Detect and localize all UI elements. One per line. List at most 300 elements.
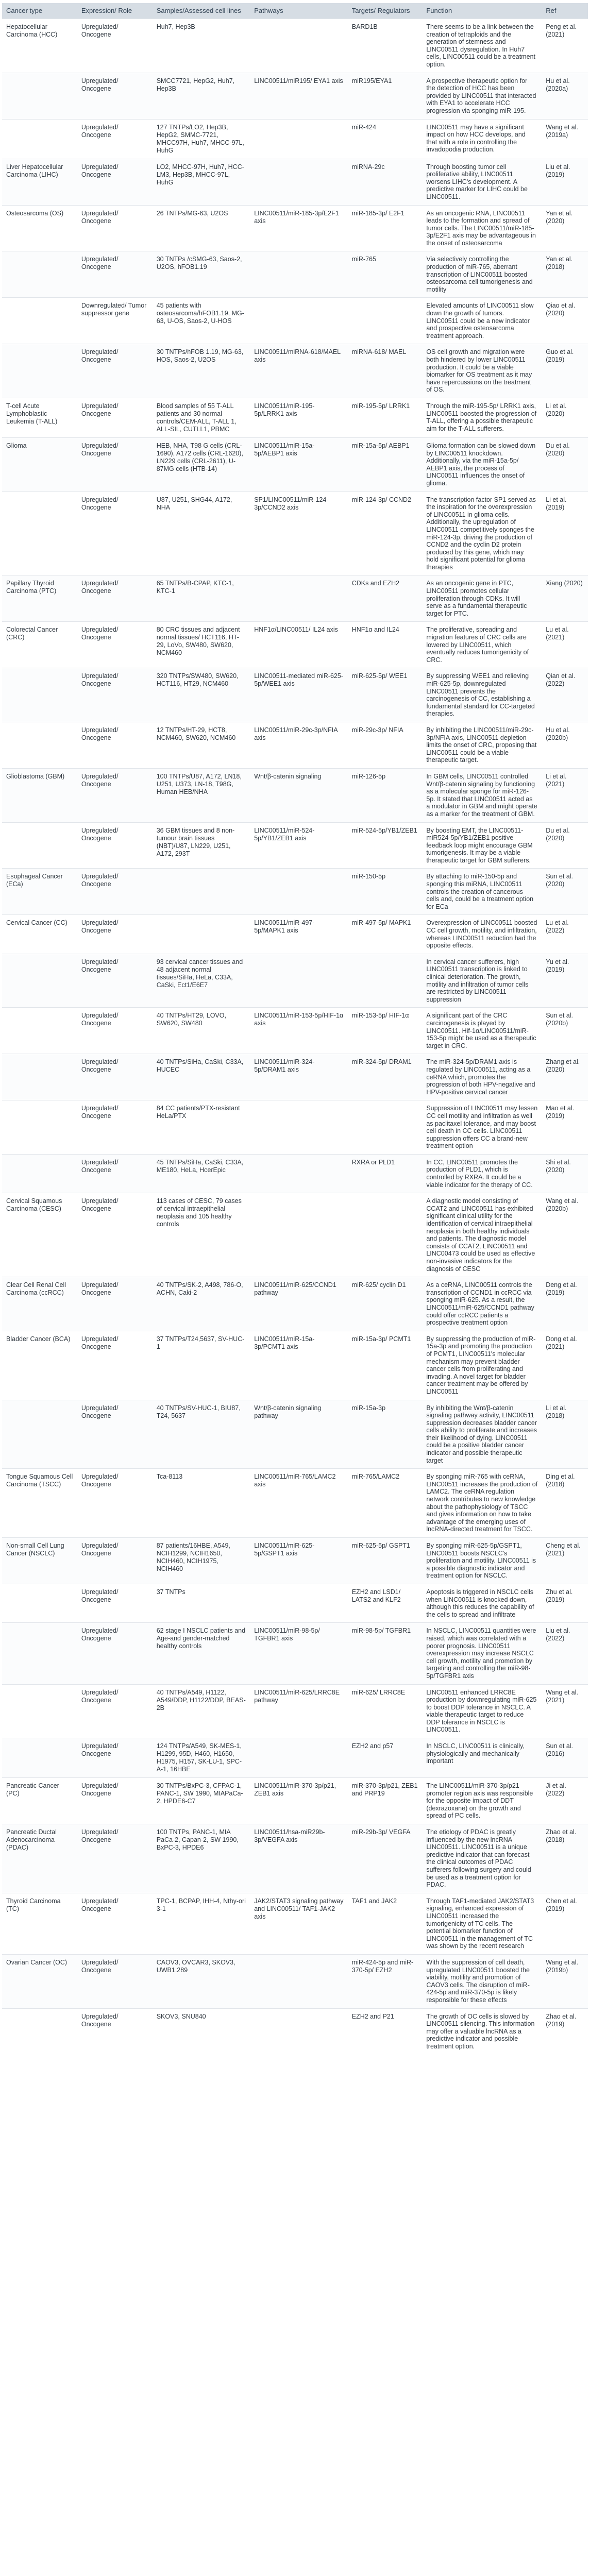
cell-targets: miR-370-3p/p21, ZEB1 and PRP19 <box>348 1778 423 1824</box>
cell-targets: miR-765 <box>348 251 423 298</box>
cell-samples: CAOV3, OVCAR3, SKOV3, UWB1.289 <box>153 1954 250 2008</box>
cell-expression-role: Upregulated/ Oncogene <box>77 1738 153 1778</box>
cell-targets: miR-15a-3p/ PCMT1 <box>348 1331 423 1400</box>
cell-pathways: LINC00511/miR-625/LRRC8E pathway <box>250 1684 348 1738</box>
cell-function: By attaching to miR-150-5p and sponging this miRNA, LINC00511 controls the creation of cancerous cells and, could be a treatment option for ECa <box>422 869 542 915</box>
cell-cancer-type: Hepatocellular Carcinoma (HCC) <box>2 19 77 73</box>
cell-cancer-type: Bladder Cancer (BCA) <box>2 1331 77 1400</box>
cell-ref: Hu et al. (2020b) <box>542 722 588 768</box>
cell-targets: miR-524-5p/YB1/ZEB1 <box>348 822 423 869</box>
cell-samples: 40 TNTPs/SK-2, A498, 786-O, ACHN, Caki-2 <box>153 1277 250 1331</box>
cell-expression-role: Upregulated/ Oncogene <box>77 1623 153 1684</box>
cell-ref: Sun et al. (2020) <box>542 869 588 915</box>
cell-pathways <box>250 251 348 298</box>
cell-pathways: LINC00511/miR-765/LAMC2 axis <box>250 1469 348 1538</box>
cell-expression-role: Upregulated/ Oncogene <box>77 1538 153 1584</box>
header-ref: Ref <box>542 3 588 19</box>
cell-expression-role: Upregulated/ Oncogene <box>77 1277 153 1331</box>
cell-samples: 45 TNTPs/SiHa, CaSki, C33A, ME180, HeLa, HcerEpic <box>153 1154 250 1193</box>
table-row <box>2 2008 588 2054</box>
cell-samples: 37 TNTPs <box>153 1584 250 1622</box>
cell-function: A significant part of the CRC carcinogenesis is played by LINC00511. Hif-1α/LINC00511/miR-153-5p might be used as a therapeutic target in CRC. <box>422 1008 542 1054</box>
cell-ref: Ding et al. (2018) <box>542 1469 588 1538</box>
cell-pathways <box>250 2008 348 2054</box>
table-row <box>2 19 588 73</box>
cell-expression-role: Upregulated/ Oncogene <box>77 1778 153 1824</box>
cell-cancer-type <box>2 1054 77 1100</box>
cell-samples <box>153 869 250 915</box>
cell-expression-role: Upregulated/ Oncogene <box>77 1331 153 1400</box>
cell-samples: HEB, NHA, T98 G cells (CRL-1690), A172 cells (CRL-1620), LN229 cells (CRL-2611), U-87MG cells (HTB-14) <box>153 437 250 492</box>
cell-function: By suppressing the production of miR-15a-3p and promoting the production of PCMT1, LINC00511's molecular mechanism may prevent bladder cancer cells from proliferating and invading. A novel target for bladder cancer treatment may be offered by LINC00511 <box>422 1331 542 1400</box>
cell-ref: Zhang et al. (2020) <box>542 1054 588 1100</box>
cell-samples: 62 stage I NSCLC patients and Age-and gender-matched healthy controls <box>153 1623 250 1684</box>
cell-expression-role: Upregulated/ Oncogene <box>77 575 153 622</box>
header-cancer-type: Cancer type <box>2 3 77 19</box>
cell-pathways: LINC00511/miR-98-5p/ TGFBR1 axis <box>250 1623 348 1684</box>
cell-samples: 40 TNTPs/A549, H1122, A549/DDP, H1122/DDP, BEAS-2B <box>153 1684 250 1738</box>
table-row <box>2 344 588 398</box>
cell-ref: Sun et al. (2016) <box>542 1738 588 1778</box>
cell-pathways <box>250 1584 348 1622</box>
cell-ref: Guo et al. (2019) <box>542 344 588 398</box>
cell-ref: Yu et al. (2019) <box>542 954 588 1008</box>
cell-ref: Xiang (2020) <box>542 575 588 622</box>
cell-function: Elevated amounts of LINC00511 slow down the growth of tumors. LINC00511 could be a new indicator and prospective osteosarcoma treatment approach. <box>422 298 542 344</box>
cell-targets: CDKs and EZH2 <box>348 575 423 622</box>
cell-function: Through boosting tumor cell proliferative ability, LINC00511 worsens LIHC's development. A predictive marker for LIHC could be LINC00511. <box>422 159 542 205</box>
cell-ref: Cheng et al. (2021) <box>542 1538 588 1584</box>
cell-cancer-type: Liver Hepatocellular Carcinoma (LIHC) <box>2 159 77 205</box>
cell-expression-role: Upregulated/ Oncogene <box>77 1584 153 1622</box>
cell-targets: miR-497-5p/ MAPK1 <box>348 915 423 954</box>
table-row <box>2 1893 588 1954</box>
cell-pathways: LINC00511/miR-625/CCND1 pathway <box>250 1277 348 1331</box>
table-row <box>2 1400 588 1469</box>
cell-samples: 87 patients/16HBE, A549, NCIH1299, NCIH1650, NCIH460, NCIH1975, NCIH460 <box>153 1538 250 1584</box>
cell-cancer-type <box>2 668 77 722</box>
cell-function: As a ceRNA, LINC00511 controls the transcription of CCND1 in ccRCC via sponging miR-625. As a result, the LINC00511/miR-625/CCND1 pathway could offer ccRCC patients a prospective treatment option <box>422 1277 542 1331</box>
cell-expression-role: Upregulated/ Oncogene <box>77 1469 153 1538</box>
cell-ref: Liu et al. (2019) <box>542 159 588 205</box>
cell-function: OS cell growth and migration were both hindered by lower LINC00511 production. It could be a viable biomarker for OS treatment as it may have repercussions on the treatment of OS. <box>422 344 542 398</box>
cell-expression-role: Downregulated/ Tumor suppressor gene <box>77 298 153 344</box>
cell-cancer-type: T-cell Acute Lymphoblastic Leukemia (T-ALL) <box>2 398 77 437</box>
cell-cancer-type: Tongue Squamous Cell Carcinoma (TSCC) <box>2 1469 77 1538</box>
cell-targets: EZH2 and LSD1/ LATS2 and KLF2 <box>348 1584 423 1622</box>
cell-pathways: LINC00511/miRNA-618/MAEL axis <box>250 344 348 398</box>
cell-samples: 124 TNTPs/A549, SK-MES-1, H1299, 95D, H460, H1650, H1975, H157, SK-LU-1, SPC-A-1, 16HBE <box>153 1738 250 1778</box>
cell-expression-role: Upregulated/ Oncogene <box>77 492 153 575</box>
cell-samples: 30 TNTPs /cSMG-63, Saos-2, U2OS, hFOB1.19 <box>153 251 250 298</box>
cell-samples: 84 CC patients/PTX-resistant HeLa/PTX <box>153 1100 250 1155</box>
cell-function: In NSCLC, LINC00511 is clinically, physiologically and mechanically important <box>422 1738 542 1778</box>
table-row <box>2 1469 588 1538</box>
table-row <box>2 1008 588 1054</box>
table-row <box>2 437 588 492</box>
table-row <box>2 1100 588 1155</box>
cell-ref: Dong et al. (2021) <box>542 1331 588 1400</box>
header-row <box>2 3 588 19</box>
cell-function: Suppression of LINC00511 may lessen CC cell motility and infiltration as well as paclitaxel tolerance, and may boost cell death in CC cells. LINC00511 suppression offers CC a brand-new treatment option <box>422 1100 542 1155</box>
cell-cancer-type: Papillary Thyroid Carcinoma (PTC) <box>2 575 77 622</box>
cell-function: As an oncogenic gene in PTC, LINC00511 promotes cellular proliferation through CDKs. It will serve as a fundamental therapeutic target for PTC. <box>422 575 542 622</box>
cell-samples: 36 GBM tissues and 8 non-tumour brain tissues (NBT)/U87, LN229, U251, A172, 293T <box>153 822 250 869</box>
cell-function: Through the miR-195-5p/ LRRK1 axis, LINC00511 boosted the progression of T-ALL, offering a possible therapeutic aim for the T-ALL sufferers. <box>422 398 542 437</box>
cell-targets: miR-195-5p/ LRRK1 <box>348 398 423 437</box>
cell-pathways: Wnt/β-catenin signaling <box>250 768 348 822</box>
cell-cancer-type: Pancreatic Cancer (PC) <box>2 1778 77 1824</box>
cell-ref: Du et al. (2020) <box>542 437 588 492</box>
cell-expression-role: Upregulated/ Oncogene <box>77 1954 153 2008</box>
cell-pathways <box>250 159 348 205</box>
cell-ref: Zhu et al. (2019) <box>542 1584 588 1622</box>
cell-function: Through TAF1-mediated JAK2/STAT3 signaling, enhanced expression of LINC00511 increased the tumorigenicity of TC cells. The potential biomarker function of LINC00511 in the management of TC was shown by the recent research <box>422 1893 542 1954</box>
cell-samples: SKOV3, SNU840 <box>153 2008 250 2054</box>
cell-pathways <box>250 298 348 344</box>
table-row <box>2 251 588 298</box>
cell-expression-role: Upregulated/ Oncogene <box>77 1400 153 1469</box>
cell-samples: 30 TNTPs/hFOB 1.19, MG-63, HOS, Saos-2, U2OS <box>153 344 250 398</box>
cell-targets <box>348 1100 423 1155</box>
cell-cancer-type <box>2 1008 77 1054</box>
table-row <box>2 492 588 575</box>
cell-targets: RXRA or PLD1 <box>348 1154 423 1193</box>
cell-cancer-type <box>2 1623 77 1684</box>
table-row <box>2 1623 588 1684</box>
cell-pathways <box>250 19 348 73</box>
cell-cancer-type <box>2 251 77 298</box>
cell-function: In GBM cells, LINC00511 controlled Wnt/β-catenin signaling by functioning as a molecular sponge for miR-126-5p. It stated that LINC00511 acted as a modulator in GBM and might operate as a marker for the treatment of GBM. <box>422 768 542 822</box>
cell-pathways: LINC00511/miR-370-3p/p21, ZEB1 axis <box>250 1778 348 1824</box>
table-row <box>2 1778 588 1824</box>
cell-cancer-type: Glioma <box>2 437 77 492</box>
cell-function: The growth of OC cells is slowed by LINC00511 silencing. This information may offer a valuable lncRNA as a predictive indicator and possible treatment option. <box>422 2008 542 2054</box>
cell-cancer-type: Pancreatic Ductal Adenocarcinoma (PDAC) <box>2 1824 77 1893</box>
cell-ref: Shi et al. (2020) <box>542 1154 588 1193</box>
cell-expression-role: Upregulated/ Oncogene <box>77 1008 153 1054</box>
cell-samples: 40 TNTPs/SV-HUC-1, BIU87, T24, 5637 <box>153 1400 250 1469</box>
cell-expression-role: Upregulated/ Oncogene <box>77 1054 153 1100</box>
cell-ref: Yan et al. (2018) <box>542 251 588 298</box>
cell-targets: miR-153-5p/ HIF-1α <box>348 1008 423 1054</box>
table-row <box>2 1954 588 2008</box>
cell-ref: Peng et al. (2021) <box>542 19 588 73</box>
cell-ref: Zhao et al. (2019) <box>542 2008 588 2054</box>
cell-samples: 100 TNTPs/U87, A172, LN18, U251, U373, LN-18, T98G, Human HEB/NHA <box>153 768 250 822</box>
cell-expression-role: Upregulated/ Oncogene <box>77 1824 153 1893</box>
cell-expression-role: Upregulated/ Oncogene <box>77 19 153 73</box>
cell-targets: miR-185-3p/ E2F1 <box>348 205 423 251</box>
cell-targets: miR-124-3p/ CCND2 <box>348 492 423 575</box>
cell-ref: Wang et al. (2019a) <box>542 119 588 159</box>
cell-expression-role: Upregulated/ Oncogene <box>77 1100 153 1155</box>
cell-ref: Zhao et al. (2018) <box>542 1824 588 1893</box>
cell-pathways: LINC00511/miR-29c-3p/NFIA axis <box>250 722 348 768</box>
cell-cancer-type <box>2 954 77 1008</box>
cell-function: In cervical cancer sufferers, high LINC00511 transcription is linked to clinical deterioration. The growth, motility and infiltration of tumor cells are restricted by LINC00511 suppression <box>422 954 542 1008</box>
cell-function: Apoptosis is triggered in NSCLC cells when LINC00511 is knocked down, although this reduces the capability of the cells to spread and infiltrate <box>422 1584 542 1622</box>
table-row <box>2 915 588 954</box>
cell-samples: Huh7, Hep3B <box>153 19 250 73</box>
cell-expression-role: Upregulated/ Oncogene <box>77 1193 153 1277</box>
cell-function: LINC00511 enhanced LRRC8E production by downregulating miR-625 to boost DDP tolerance in NSCLC. A viable therapeutic target to reduce DDP tolerance in NSCLC is LINC00511. <box>422 1684 542 1738</box>
cell-samples: 40 TNTPs/HT29, LOVO, SW620, SW480 <box>153 1008 250 1054</box>
cell-pathways: LINC00511/hsa-miR29b-3p/VEGFA axis <box>250 1824 348 1893</box>
cell-expression-role: Upregulated/ Oncogene <box>77 437 153 492</box>
cell-function: The LINC00511/miR-370-3p/p21 promoter region axis was responsible for the opposite impact of DDT (dexrazoxane) on the growth and spread of PC cells. <box>422 1778 542 1824</box>
cell-function: By inhibiting the LINC00511/miR-29c-3p/NFIA axis, LINC00511 depletion limits the onset of CRC, proposing that LINC00511 could be a viable therapeutic target. <box>422 722 542 768</box>
lncrna-cancer-table <box>2 3 588 2054</box>
cell-targets <box>348 298 423 344</box>
cell-function: By boosting EMT, the LINC00511-miR524-5p/YB1/ZEB1 positive feedback loop might encourage GBM tumorigenesis. It may be a viable therapeutic target for GBM sufferers. <box>422 822 542 869</box>
cell-expression-role: Upregulated/ Oncogene <box>77 915 153 954</box>
cell-ref: Chen et al. (2019) <box>542 1893 588 1954</box>
cell-targets: miR-29c-3p/ NFIA <box>348 722 423 768</box>
cell-function: A diagnostic model consisting of CCAT2 and LINC00511 has exhibited significant clinical utility for the identification of cervical intraepithelial neoplasia in both healthy individuals and patients. The diagnostic model consists of CCAT2, LINC00511 and LINC00473 could be used as effective non-invasive indicators for the diagnosis of CESC <box>422 1193 542 1277</box>
cell-expression-role: Upregulated/ Oncogene <box>77 251 153 298</box>
cell-samples: 37 TNTPs/T24,5637, SV-HUC-1 <box>153 1331 250 1400</box>
cell-samples: LO2, MHCC-97H, Huh7, HCC-LM3, Hep3B, MHCC-97L, HuhG <box>153 159 250 205</box>
cell-function: By sponging miR-765 with ceRNA, LINC00511 increases the production of LAMC2. The ceRNA regulation network contributes to new knowledge about the pathophysiology of TSCC and gives information on how to take advantage of the emerging uses of lncRNA-directed treatment for TSCC. <box>422 1469 542 1538</box>
table-row <box>2 822 588 869</box>
table-row <box>2 298 588 344</box>
table-row <box>2 1584 588 1622</box>
cell-targets: BARD1B <box>348 19 423 73</box>
cell-samples: 26 TNTPs/MG-63, U2OS <box>153 205 250 251</box>
cell-pathways: LINC00511/miR-497-5p/MAPK1 axis <box>250 915 348 954</box>
table-row <box>2 1193 588 1277</box>
cell-function: The etiology of PDAC is greatly influenced by the new lncRNA LINC00511. LINC00511 is a unique predictive indicator that can forecast the clinical outcomes of PDAC sufferers following surgery and could be used as a treatment option for PDAC. <box>422 1824 542 1893</box>
cell-expression-role: Upregulated/ Oncogene <box>77 1893 153 1954</box>
cell-targets: miR-15a-3p <box>348 1400 423 1469</box>
cell-expression-role: Upregulated/ Oncogene <box>77 1154 153 1193</box>
cell-samples: 113 cases of CESC, 79 cases of cervical intraepithelial neoplasia and 105 healthy controls <box>153 1193 250 1277</box>
cell-pathways <box>250 954 348 1008</box>
cell-pathways <box>250 869 348 915</box>
cell-targets: HNF1α and IL24 <box>348 622 423 668</box>
cell-expression-role: Upregulated/ Oncogene <box>77 1684 153 1738</box>
cell-function: By sponging miR-625-5p/GSPT1, LINC00511 boosts NSCLC's proliferation and motility. LINC00511 is a possible diagnostic indicator and treatment option for NSCLC. <box>422 1538 542 1584</box>
cell-function: The transcription factor SP1 served as the inspiration for the overexpression of LINC00511 in glioma cells. Additionally, the upregulation of LINC00511 competitively sponges the miR-124-3p, driving the production of CCND2 and the cyclin D2 protein produced by this gene, which may hold significant potential for glioma therapies <box>422 492 542 575</box>
cell-expression-role: Upregulated/ Oncogene <box>77 668 153 722</box>
table-row <box>2 954 588 1008</box>
cell-expression-role: Upregulated/ Oncogene <box>77 159 153 205</box>
cell-function: There seems to be a link between the creation of tetraploids and the generation of stemness and LINC00511 dysregulation. In Huh7 cells, LINC00511 could be a treatment option. <box>422 19 542 73</box>
header-pathways: Pathways <box>250 3 348 19</box>
cell-pathways <box>250 1100 348 1155</box>
cell-expression-role: Upregulated/ Oncogene <box>77 205 153 251</box>
cell-cancer-type: Ovarian Cancer (OC) <box>2 1954 77 2008</box>
table-row <box>2 73 588 119</box>
cell-function: The miR-324-5p/DRAM1 axis is regulated by LINC00511, acting as a ceRNA which, promotes the progression of both HPV-negative and HPV-positive cervical cancer <box>422 1054 542 1100</box>
table-row <box>2 768 588 822</box>
cell-cancer-type <box>2 2008 77 2054</box>
cell-ref: Deng et al. (2019) <box>542 1277 588 1331</box>
cell-pathways: LINC00511/miR195/ EYA1 axis <box>250 73 348 119</box>
cell-targets: EZH2 and p57 <box>348 1738 423 1778</box>
cell-cancer-type <box>2 1684 77 1738</box>
table-header <box>2 3 588 19</box>
cell-targets: miR-15a-5p/ AEBP1 <box>348 437 423 492</box>
cell-function: Overexpression of LINC00511 boosted CC cell growth, motility, and infiltration, whereas LINC00511 reduction had the opposite effects. <box>422 915 542 954</box>
cell-cancer-type <box>2 298 77 344</box>
cell-targets: EZH2 and P21 <box>348 2008 423 2054</box>
cell-cancer-type: Non-small Cell Lung Cancer (NSCLC) <box>2 1538 77 1584</box>
cell-expression-role: Upregulated/ Oncogene <box>77 954 153 1008</box>
cell-expression-role: Upregulated/ Oncogene <box>77 398 153 437</box>
cell-ref: Wang et al. (2020b) <box>542 1193 588 1277</box>
cell-ref: Hu et al. (2020a) <box>542 73 588 119</box>
cell-targets: miR-29b-3p/ VEGFA <box>348 1824 423 1893</box>
cell-expression-role: Upregulated/ Oncogene <box>77 73 153 119</box>
cell-samples: 30 TNTPs/BxPC-3, CFPAC-1, PANC-1, SW 1990, MIAPaCa-2, HPDE6-C7 <box>153 1778 250 1824</box>
cell-targets: miR-424 <box>348 119 423 159</box>
cell-function: In CC, LINC00511 promotes the production of PLD1, which is controlled by RXRA. It could be a viable indicator for the therapy of CC. <box>422 1154 542 1193</box>
cell-pathways: LINC00511/miR-153-5p/HIF-1α axis <box>250 1008 348 1054</box>
table-row <box>2 119 588 159</box>
cell-pathways: LINC00511/miR-195-5p/LRRK1 axis <box>250 398 348 437</box>
cell-ref: Yan et al. (2020) <box>542 205 588 251</box>
cell-pathways: LINC00511/miR-15a-3p/PCMT1 axis <box>250 1331 348 1400</box>
cell-expression-role: Upregulated/ Oncogene <box>77 722 153 768</box>
cell-pathways <box>250 1954 348 2008</box>
table-row <box>2 398 588 437</box>
cell-ref: Wang et al. (2021) <box>542 1684 588 1738</box>
cell-expression-role: Upregulated/ Oncogene <box>77 622 153 668</box>
cell-cancer-type: Esophageal Cancer (ECa) <box>2 869 77 915</box>
cell-cancer-type: Osteosarcoma (OS) <box>2 205 77 251</box>
cell-function: Via selectively controlling the production of miR-765, aberrant transcription of LINC00511 boosted osteosarcoma cell tumorigenesis and motility <box>422 251 542 298</box>
cell-pathways <box>250 119 348 159</box>
cell-cancer-type: Glioblastoma (GBM) <box>2 768 77 822</box>
cell-pathways: LINC00511/miR-15a-5p/AEBP1 axis <box>250 437 348 492</box>
cell-expression-role: Upregulated/ Oncogene <box>77 822 153 869</box>
cell-cancer-type <box>2 1154 77 1193</box>
cell-samples: 40 TNTPs/SiHa, CaSki, C33A, HUCEC <box>153 1054 250 1100</box>
cell-targets: miR-150-5p <box>348 869 423 915</box>
table-row <box>2 1684 588 1738</box>
cell-pathways: HNF1α/LINC00511/ IL24 axis <box>250 622 348 668</box>
cell-ref: Liu et al. (2022) <box>542 1623 588 1684</box>
cell-cancer-type <box>2 822 77 869</box>
cell-targets: miR-625-5p/ GSPT1 <box>348 1538 423 1584</box>
cell-pathways: LINC00511/miR-524-5p/YB1/ZEB1 axis <box>250 822 348 869</box>
cell-targets: TAF1 and JAK2 <box>348 1893 423 1954</box>
cell-cancer-type <box>2 1100 77 1155</box>
table-row <box>2 668 588 722</box>
cell-expression-role: Upregulated/ Oncogene <box>77 119 153 159</box>
cell-targets: miR-765/LAMC2 <box>348 1469 423 1538</box>
cell-samples: 12 TNTPs/HT-29, HCT8, NCM460, SW620, NCM460 <box>153 722 250 768</box>
cell-ref: Li et al. (2019) <box>542 492 588 575</box>
cell-pathways <box>250 575 348 622</box>
cell-cancer-type <box>2 492 77 575</box>
cell-ref: Li et al. (2021) <box>542 768 588 822</box>
cell-function: As an oncogenic RNA, LINC00511 leads to the formation and spread of tumor cells. The LINC00511/miR-185-3p/E2F1 axis may be advantageous in the onset of osteosarcoma <box>422 205 542 251</box>
cell-targets: miR-424-5p and miR-370-5p/ EZH2 <box>348 1954 423 2008</box>
table-row <box>2 205 588 251</box>
table-body <box>2 19 588 2055</box>
cell-function: With the suppression of cell death, upregulated LINC00511 boosted the viability, motility and promotion of CAOV3 cells. The disruption of miR-424-5p and miR-370-5p is likely responsible for these effects <box>422 1954 542 2008</box>
cell-ref: Mao et al. (2019) <box>542 1100 588 1155</box>
cell-samples: 80 CRC tissues and adjacent normal tissues/ HCT116, HT-29, LoVo, SW480, SW620, NCM460 <box>153 622 250 668</box>
cell-targets: miRNA-29c <box>348 159 423 205</box>
cell-function: By suppressing WEE1 and relieving miR-625-5p, downregulated LINC00511 prevents the carcinogenesis of CC, establishing a fundamental standard for CC-targeted therapies. <box>422 668 542 722</box>
cell-samples <box>153 915 250 954</box>
cell-pathways: LINC00511-mediated miR-625-5p/WEE1 axis <box>250 668 348 722</box>
cell-cancer-type <box>2 73 77 119</box>
table-row <box>2 1738 588 1778</box>
cell-function: A prospective therapeutic option for the detection of HCC has been provided by LINC00511 that interacted with EYA1 to accelerate HCC progression via sponging miR-195. <box>422 73 542 119</box>
cell-cancer-type <box>2 119 77 159</box>
cell-samples: 65 TNTPs/B-CPAP, KTC-1, KTC-1 <box>153 575 250 622</box>
table-row <box>2 1277 588 1331</box>
cell-pathways <box>250 1193 348 1277</box>
table-row <box>2 869 588 915</box>
cell-cancer-type <box>2 1584 77 1622</box>
cell-ref: Qiao et al. (2020) <box>542 298 588 344</box>
cell-cancer-type <box>2 722 77 768</box>
cell-samples: SMCC7721, HepG2, Huh7, Hep3B <box>153 73 250 119</box>
cell-ref: Lu et al. (2022) <box>542 915 588 954</box>
cell-samples: U87, U251, SHG44, A172, NHA <box>153 492 250 575</box>
header-expression-role: Expression/ Role <box>77 3 153 19</box>
cell-targets <box>348 954 423 1008</box>
cell-cancer-type <box>2 344 77 398</box>
cell-cancer-type <box>2 1400 77 1469</box>
table-row <box>2 159 588 205</box>
cell-expression-role: Upregulated/ Oncogene <box>77 869 153 915</box>
cell-targets: miR-625/ cyclin D1 <box>348 1277 423 1331</box>
cell-pathways <box>250 1154 348 1193</box>
cell-function: The proliferative, spreading and migration features of CRC cells are lowered by LINC00511, which eventually reduces tumorigenicity of CRC. <box>422 622 542 668</box>
table-row <box>2 1824 588 1893</box>
cell-cancer-type: Thyroid Carcinoma (TC) <box>2 1893 77 1954</box>
cell-samples: Blood samples of 55 T-ALL patients and 30 normal controls/CEM-ALL, T-ALL 1, ALL-SIL, CUTLL1, PBMC <box>153 398 250 437</box>
cell-function: In NSCLC, LINC00511 quantities were raised, which was correlated with a poorer prognosis. LINC00511 overexpression may increase NSCLC cell growth, motility and promotion by targeting and controlling the miR-98-5p/TGFBR1 axis <box>422 1623 542 1684</box>
cell-cancer-type: Cervical Squamous Carcinoma (CESC) <box>2 1193 77 1277</box>
cell-samples: Tca-8113 <box>153 1469 250 1538</box>
table-row <box>2 1538 588 1584</box>
cell-targets: miR195/EYA1 <box>348 73 423 119</box>
cell-expression-role: Upregulated/ Oncogene <box>77 768 153 822</box>
cell-ref: Qian et al. (2022) <box>542 668 588 722</box>
cell-expression-role: Upregulated/ Oncogene <box>77 344 153 398</box>
table-row <box>2 1054 588 1100</box>
cell-ref: Du et al. (2020) <box>542 822 588 869</box>
cell-pathways: JAK2/STAT3 signaling pathway and LINC00511/ TAF1-JAK2 axis <box>250 1893 348 1954</box>
cell-function: By inhibiting the Wnt/β-catenin signaling pathway activity, LINC00511 suppression decreases bladder cancer cells ability to proliferate and increases their likelihood of dying. LINC00511 could be a positive bladder cancer indicator and possible therapeutic target <box>422 1400 542 1469</box>
cell-ref: Lu et al. (2021) <box>542 622 588 668</box>
cell-targets <box>348 1193 423 1277</box>
cell-targets: miRNA-618/ MAEL <box>348 344 423 398</box>
cell-expression-role: Upregulated/ Oncogene <box>77 2008 153 2054</box>
cell-pathways: LINC00511/miR-324-5p/DRAM1 axis <box>250 1054 348 1100</box>
cell-ref: Wang et al. (2019b) <box>542 1954 588 2008</box>
cell-samples: 45 patients with osteosarcoma/hFOB1.19, MG-63, U-OS, Saos-2, U-HOS <box>153 298 250 344</box>
cell-pathways: LINC00511/miR-185-3p/E2F1 axis <box>250 205 348 251</box>
cell-ref: Li et al. (2018) <box>542 1400 588 1469</box>
cell-pathways: LINC00511/miR-625-5p/GSPT1 axis <box>250 1538 348 1584</box>
cell-cancer-type: Clear Cell Renal Cell Carcinoma (ccRCC) <box>2 1277 77 1331</box>
header-samples: Samples/Assessed cell lines <box>153 3 250 19</box>
header-targets: Targets/ Regulators <box>348 3 423 19</box>
header-function: Function <box>422 3 542 19</box>
cell-cancer-type: Colorectal Cancer (CRC) <box>2 622 77 668</box>
cell-cancer-type <box>2 1738 77 1778</box>
table-row <box>2 722 588 768</box>
